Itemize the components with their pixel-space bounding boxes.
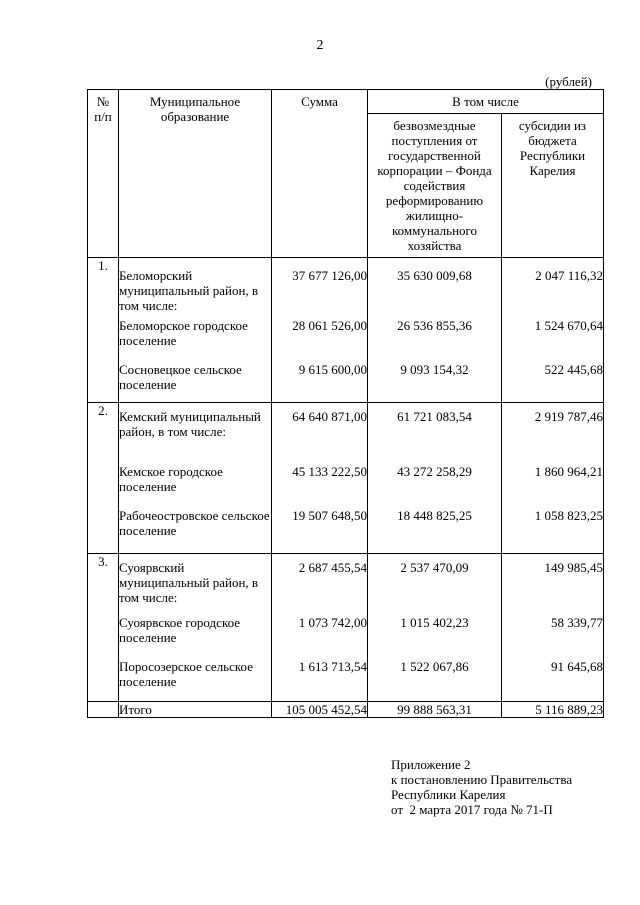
row-sum: 28 061 526,00 (272, 313, 368, 357)
header-municipality: Муниципальное образование (119, 90, 272, 258)
row-name: Кемское городское поселение (119, 464, 272, 508)
header-fund: безвозмездные поступления от государственной корпорации – Фонда содействия реформированию жилищно-коммунального хозяйства (368, 114, 502, 258)
row-fund: 1 522 067,86 (368, 659, 502, 701)
row-name: Беломорский муниципальный район, в том числе: (119, 258, 272, 314)
row-name: Поросозерское сельское поселение (119, 659, 272, 701)
row-subsidy: 149 985,45 (502, 553, 604, 615)
row-sum: 64 640 871,00 (272, 402, 368, 464)
table-row (88, 357, 604, 402)
row-subsidy: 2 919 787,46 (502, 402, 604, 464)
row-subsidy: 2 047 116,32 (502, 258, 604, 314)
row-name: Кемский муниципальный район, в том числе: (119, 402, 272, 464)
row-fund: 43 272 258,29 (368, 464, 502, 508)
total-subsidy: 5 116 889,23 (502, 701, 604, 717)
total-label: Итого (119, 701, 272, 717)
appendix-line: Республики Карелия (391, 787, 506, 802)
row-name: Суоярвское городское поселение (119, 615, 272, 659)
row-name: Суоярвский муниципальный район, в том числе: (119, 553, 272, 615)
table-row (88, 258, 604, 314)
row-sum: 37 677 126,00 (272, 258, 368, 314)
row-fund: 61 721 083,54 (368, 402, 502, 464)
row-sum: 1 613 713,54 (272, 659, 368, 701)
appendix-line: от 2 марта 2017 года № 71-П (391, 802, 553, 817)
group-number: 1. (88, 258, 119, 403)
total-num (88, 701, 119, 717)
total-row (88, 701, 604, 717)
group-number: 2. (88, 402, 119, 553)
appendix-line: Приложение 2 (391, 757, 471, 772)
header-sum: Сумма (272, 90, 368, 258)
table-row (88, 553, 604, 615)
row-fund: 26 536 855,36 (368, 313, 502, 357)
row-name: Беломорское городское поселение (119, 313, 272, 357)
row-subsidy: 522 445,68 (502, 357, 604, 402)
table-row (88, 402, 604, 464)
table-row (88, 464, 604, 508)
table-row (88, 659, 604, 701)
header-num: № п/п (88, 90, 119, 258)
header-subsidy: субсидии из бюджета Республики Карелия (502, 114, 604, 258)
row-name: Сосновецкое сельское поселение (119, 357, 272, 402)
row-subsidy: 58 339,77 (502, 615, 604, 659)
table-row (88, 313, 604, 357)
row-fund: 2 537 470,09 (368, 553, 502, 615)
allocation-table (87, 89, 604, 718)
row-subsidy: 1 058 823,25 (502, 508, 604, 553)
group-number: 3. (88, 553, 119, 701)
row-subsidy: 91 645,68 (502, 659, 604, 701)
appendix-line: к постановлению Правительства (391, 772, 573, 787)
row-sum: 9 615 600,00 (272, 357, 368, 402)
row-fund: 18 448 825,25 (368, 508, 502, 553)
total-fund: 99 888 563,31 (368, 701, 502, 717)
table-row (88, 508, 604, 553)
page-number: 2 (316, 38, 324, 53)
row-name: Рабочеостровское сельское поселение (119, 508, 272, 553)
row-sum: 1 073 742,00 (272, 615, 368, 659)
table-row (88, 615, 604, 659)
row-sum: 19 507 648,50 (272, 508, 368, 553)
row-fund: 1 015 402,23 (368, 615, 502, 659)
row-fund: 9 093 154,32 (368, 357, 502, 402)
appendix-note (391, 757, 572, 817)
row-sum: 45 133 222,50 (272, 464, 368, 508)
row-sum: 2 687 455,54 (272, 553, 368, 615)
row-fund: 35 630 009,68 (368, 258, 502, 314)
total-sum: 105 005 452,54 (272, 701, 368, 717)
row-subsidy: 1 524 670,64 (502, 313, 604, 357)
row-subsidy: 1 860 964,21 (502, 464, 604, 508)
units-label: (рублей) (545, 74, 592, 89)
header-including: В том числе (368, 90, 604, 114)
